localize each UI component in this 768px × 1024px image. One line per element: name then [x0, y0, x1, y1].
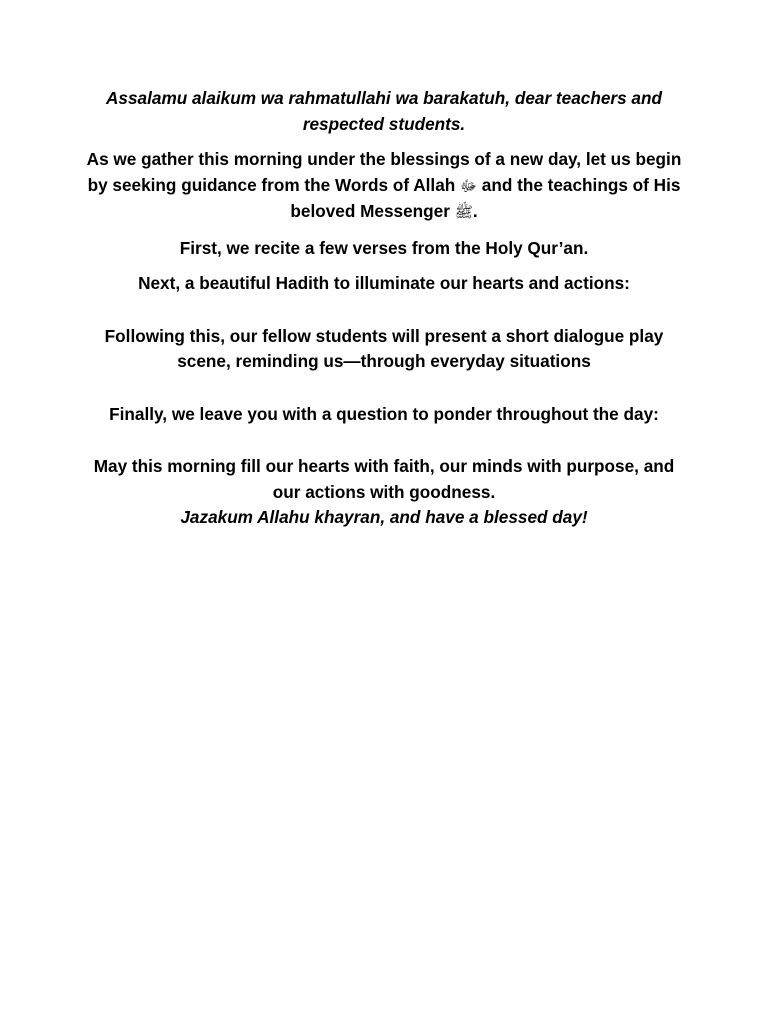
- farewell-paragraph: Jazakum Allahu khayran, and have a blessed day!: [180, 507, 588, 527]
- document-body: [86, 86, 682, 531]
- question-paragraph: Finally, we leave you with a question to ponder throughout the day:: [109, 403, 659, 424]
- messenger-symbol-icon: ﷺ: [454, 203, 473, 221]
- intro-text-part3: .: [472, 201, 478, 221]
- closing-paragraph: May this morning fill our hearts with faith, our minds with purpose, and our actions with goodness.: [93, 456, 675, 502]
- intro-paragraph: [86, 147, 682, 226]
- hadith-paragraph: Next, a beautiful Hadith to illuminate our hearts and actions:: [138, 273, 630, 293]
- allah-symbol-icon: ﷻ: [460, 176, 477, 195]
- dialogue-paragraph: Following this, our fellow students will present a short dialogue play scene, reminding us—through everyday situations: [104, 325, 664, 371]
- quran-paragraph: First, we recite a few verses from the Holy Qur’an.: [179, 237, 589, 258]
- intro-text-part1: As we gather this morning under the blessings of a new day, let us begin by seeking guidance from the Words of Allah: [86, 149, 682, 195]
- greeting-paragraph: Assalamu alaikum wa rahmatullahi wa barakatuh, dear teachers and respected students.: [106, 88, 662, 134]
- intro-text-part2: and the teachings of His beloved Messenger: [290, 174, 681, 221]
